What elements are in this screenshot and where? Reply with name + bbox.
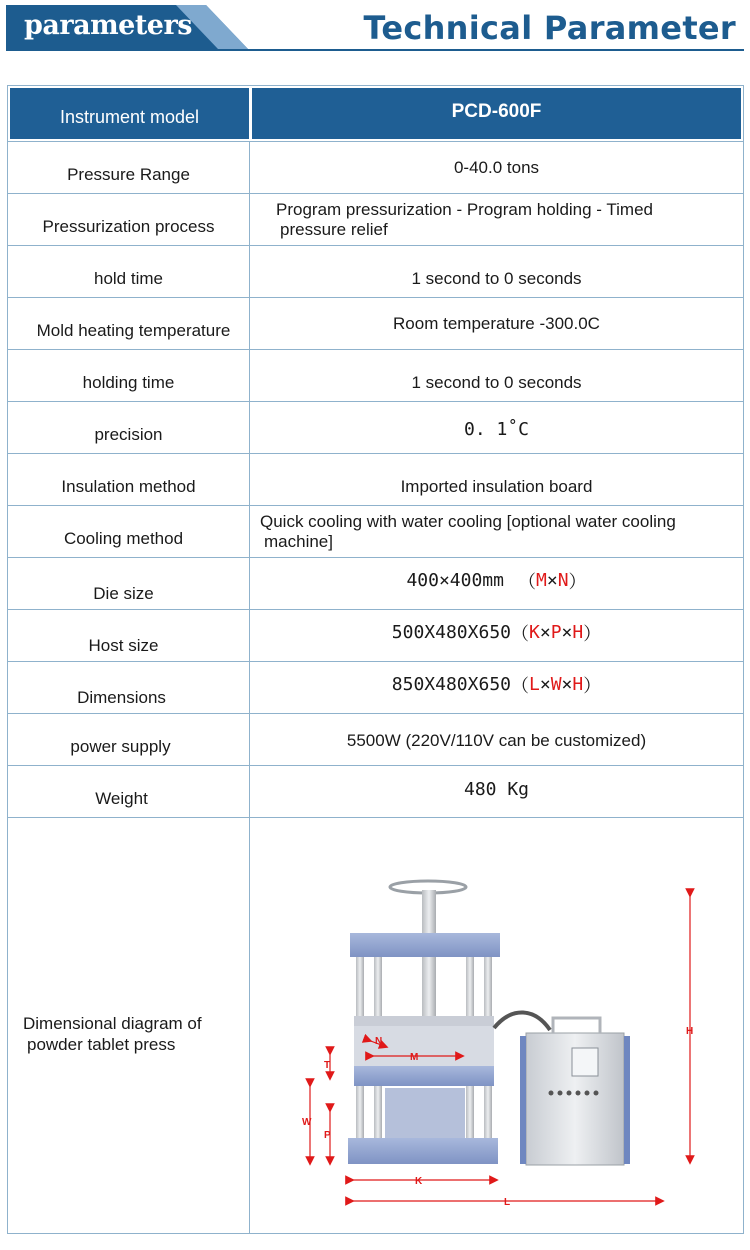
table-row (8, 661, 743, 713)
table-row (8, 245, 743, 297)
row-value: 0. 1˚C (463, 419, 530, 440)
badge-label: parameters (24, 10, 192, 41)
row-value: Imported insulation board (400, 476, 593, 496)
row-label: Cooling method (8, 506, 250, 557)
row-value: 1 second to 0 seconds (411, 372, 582, 392)
times-sign: × (561, 674, 573, 695)
diagram-row (8, 817, 743, 1233)
row-value (250, 558, 743, 609)
row-label: Weight (8, 766, 250, 817)
row-label (8, 818, 250, 1233)
host-size-value: 500X480X650 (391, 622, 511, 643)
table-row (8, 297, 743, 349)
dim-label-m: M (410, 1052, 419, 1063)
table-row (8, 193, 743, 245)
row-value-line: Program pressurization - Program holding - Timed (276, 199, 653, 219)
times-sign: × (539, 674, 551, 695)
row-value (250, 194, 743, 245)
paren-open: （ (518, 571, 536, 593)
row-value-line: machine] (264, 531, 333, 551)
dim-letter: M (536, 570, 547, 591)
table-row (8, 453, 743, 505)
table-row (8, 349, 743, 401)
table-header-row (8, 86, 743, 141)
tablet-press-illustration (250, 818, 743, 1232)
dimensions-value: 850X480X650 (391, 674, 511, 695)
paren-open: （ (511, 675, 529, 697)
row-label: Insulation method (8, 454, 250, 505)
row-value: 480 Kg (463, 779, 530, 800)
row-label: hold time (8, 246, 250, 297)
dim-label-l: L (504, 1197, 511, 1208)
header-divider (6, 49, 744, 51)
row-value (250, 662, 743, 713)
row-value (250, 610, 743, 661)
parameter-table (7, 85, 744, 1234)
header-value-cell: PCD-600F (252, 88, 741, 139)
table-row (8, 401, 743, 453)
table-row (8, 557, 743, 609)
header-label-cell: Instrument model (10, 88, 252, 139)
dim-label-p: P (324, 1130, 331, 1141)
dim-letter: W (550, 674, 562, 695)
die-size-value: 400×400mm (406, 570, 504, 591)
table-row (8, 765, 743, 817)
dim-letter: L (529, 674, 540, 695)
times-sign: × (561, 622, 573, 643)
dim-letter: P (550, 622, 562, 643)
page-title: Technical Parameter (363, 9, 736, 47)
press-diagram (250, 818, 743, 1233)
diagram-label-line: Dimensional diagram of (23, 1014, 202, 1033)
dim-letter: H (572, 674, 584, 695)
table-row (8, 141, 743, 193)
paren-close: ） (568, 571, 587, 593)
row-label: Mold heating temperature (8, 298, 250, 349)
parameters-badge (6, 5, 248, 49)
row-label: power supply (8, 714, 250, 765)
paren-open: （ (511, 623, 529, 645)
row-label: Pressure Range (8, 142, 250, 193)
times-sign: × (546, 570, 558, 591)
paren-close: ） (583, 623, 602, 645)
times-sign: × (539, 622, 551, 643)
dim-letter: H (572, 622, 584, 643)
row-label: Dimensions (8, 662, 250, 713)
row-label: Pressurization process (8, 194, 250, 245)
table-row (8, 505, 743, 557)
row-value-line: pressure relief (280, 219, 388, 239)
row-value: 1 second to 0 seconds (411, 268, 582, 288)
page-header (0, 0, 750, 60)
paren-close: ） (583, 675, 602, 697)
dim-label-k: K (415, 1176, 423, 1187)
dim-label-n: N (375, 1036, 383, 1047)
table-row (8, 713, 743, 765)
dim-letter: K (529, 622, 540, 643)
row-label: Die size (8, 558, 250, 609)
row-value (250, 506, 743, 557)
row-value: Room temperature -300.0C (393, 313, 600, 333)
dim-label-w: W (302, 1117, 312, 1128)
dim-label-h: H (686, 1026, 694, 1037)
table-row (8, 609, 743, 661)
row-value: 5500W (220V/110V can be customized) (346, 730, 647, 750)
row-label: holding time (8, 350, 250, 401)
dim-letter: N (557, 570, 569, 591)
row-value: 0-40.0 tons (453, 157, 540, 177)
diagram-label-line: powder tablet press (27, 1035, 176, 1054)
row-label: Host size (8, 610, 250, 661)
dim-label-t: T (324, 1060, 331, 1071)
row-label: precision (8, 402, 250, 453)
row-value-line: Quick cooling with water cooling [optional water cooling (260, 511, 676, 531)
